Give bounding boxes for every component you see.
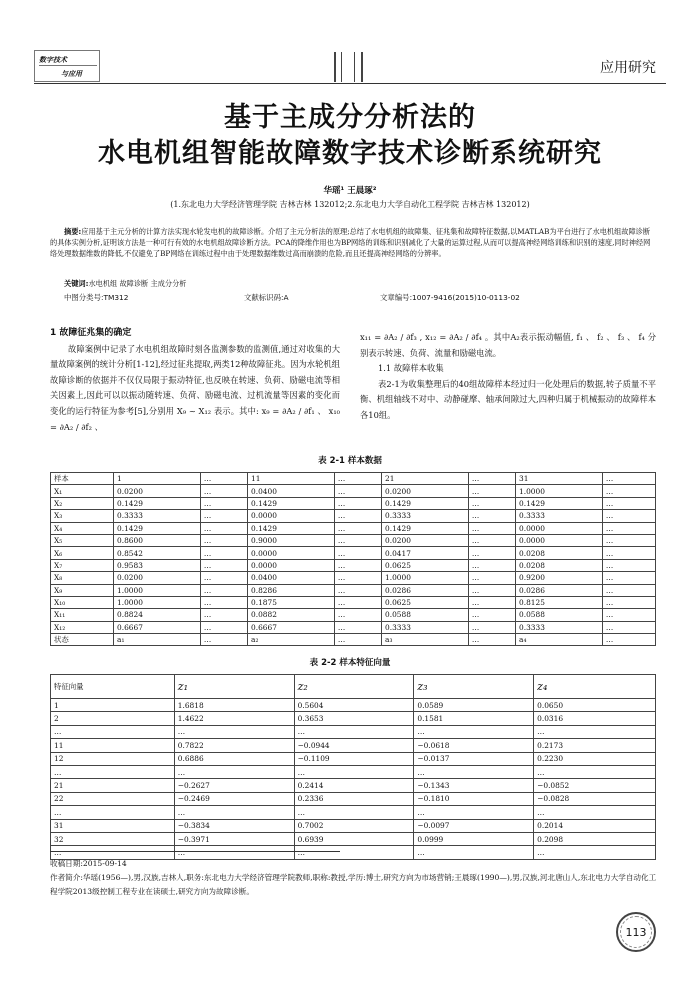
table-cell: …	[602, 473, 655, 485]
header-bars	[332, 52, 366, 82]
table-cell: …	[294, 806, 414, 819]
table-cell: 0.6939	[294, 832, 414, 845]
table-cell: X₂	[51, 497, 114, 509]
table-row	[51, 819, 656, 832]
table-cell: …	[414, 765, 534, 778]
table-cell: 0.0625	[382, 596, 469, 608]
table-cell: 0.0882	[248, 609, 335, 621]
table-cell: 22	[51, 792, 175, 805]
table-cell: 11	[248, 473, 335, 485]
table-cell: 31	[51, 819, 175, 832]
table-row	[51, 584, 656, 596]
table-cell: 0.0589	[414, 699, 534, 712]
title-line2: 水电机组智能故障数字技术诊断系统研究	[98, 138, 602, 169]
table-cell: X₃	[51, 510, 114, 522]
journal-logo	[34, 50, 100, 82]
right-column-p2: 表2-1为收集整理后的40组故障样本经过归一化处理后的数据,转子质量不平衡、机组轴线不对中、动静碰摩、轴承间隙过大,四种归属于机械振动的故障样本各10组。	[360, 378, 656, 420]
table-cell: …	[200, 584, 247, 596]
table-row	[51, 712, 656, 725]
table-row	[51, 572, 656, 584]
badge-ring	[620, 916, 652, 948]
table-cell: …	[468, 547, 515, 559]
table-cell: 0.9000	[248, 534, 335, 546]
table-row	[51, 765, 656, 778]
table-cell: −0.1343	[414, 779, 534, 792]
table-cell: X₁	[51, 485, 114, 497]
table-cell: …	[468, 510, 515, 522]
table-cell: 0.1429	[248, 497, 335, 509]
table-cell: 1	[51, 699, 175, 712]
table-cell: …	[294, 765, 414, 778]
table-cell: 0.1429	[382, 497, 469, 509]
table-cell: −0.0137	[414, 752, 534, 765]
table-cell: 0.8286	[248, 584, 335, 596]
table-cell: …	[200, 522, 247, 534]
table-cell: 0.0000	[248, 510, 335, 522]
table-row	[51, 792, 656, 805]
table-cell: …	[602, 634, 655, 646]
table-cell: X₉	[51, 584, 114, 596]
table-cell: …	[602, 621, 655, 633]
table-cell: …	[334, 584, 381, 596]
table-cell: …	[200, 596, 247, 608]
table-cell: X₁₁	[51, 609, 114, 621]
table-cell: …	[51, 806, 175, 819]
table-cell: 0.2014	[534, 819, 656, 832]
affiliation: (1.东北电力大学经济管理学院 吉林吉林 132012;2.东北电力大学自动化工程学院 吉林吉林 132012)	[170, 200, 530, 209]
table-cell: …	[294, 725, 414, 738]
table-cell: 0.1581	[414, 712, 534, 725]
table-cell: X₈	[51, 572, 114, 584]
abstract-text: 应用基于主元分析的计算方法实现水轮发电机的故障诊断。介绍了主元分析法的原理;总结了水电机组的故障集、征兆集和故障特征数据,以MATLAB为平台进行了水电机组故障诊断的具体实例分析,证明该方法是一种可行有效的水电机组故障诊断方法。PCA的降维作用也为BP网络的训练和识别减化了大量的运算过程,从而可以提高神经网络训练和识别的速度,同时神经网络处理数据维数的降低,不仅避免了BP网络在训练过程中由于处理数据维数过高而崩溃的危险,而且还提高神经网络的分辨率。	[50, 227, 651, 258]
table-cell: …	[602, 572, 655, 584]
logo-divider	[39, 65, 97, 66]
table-cell: …	[334, 596, 381, 608]
logo-line2: 与应用	[61, 69, 82, 78]
table-row	[51, 609, 656, 621]
table-cell: 11	[51, 739, 175, 752]
table-cell: …	[468, 596, 515, 608]
table-cell: 0.0650	[534, 699, 656, 712]
table-cell: 0.2336	[294, 792, 414, 805]
doc-code: 文献标识码:A	[244, 293, 289, 302]
table-cell: …	[334, 485, 381, 497]
table-cell: …	[534, 806, 656, 819]
table-cell: 31	[516, 473, 603, 485]
table-cell: 状态	[51, 634, 114, 646]
table-cell: …	[602, 510, 655, 522]
table-cell: …	[602, 497, 655, 509]
paper-title	[0, 100, 700, 172]
table-cell: 0.0417	[382, 547, 469, 559]
table-cell: …	[468, 572, 515, 584]
subsection-1-1: 1.1 故障样本收集	[378, 363, 444, 374]
table-cell: …	[294, 846, 414, 859]
table-cell: 0.2098	[534, 832, 656, 845]
table-cell: 0.0286	[516, 584, 603, 596]
table-cell: 0.0999	[414, 832, 534, 845]
table-cell: a₁	[114, 634, 201, 646]
table-row	[51, 779, 656, 792]
table-cell: 0.0000	[248, 559, 335, 571]
table-cell: …	[334, 621, 381, 633]
table-cell: 32	[51, 832, 175, 845]
article-number: 文章编号:1007-9416(2015)10-0113-02	[380, 293, 520, 302]
table-cell: …	[602, 559, 655, 571]
table-cell: 0.2230	[534, 752, 656, 765]
table-cell: …	[468, 485, 515, 497]
table-cell: 0.0625	[382, 559, 469, 571]
table-cell: …	[468, 559, 515, 571]
table-cell: 1.6818	[174, 699, 294, 712]
table-row	[51, 832, 656, 845]
abstract-label: 摘要:	[64, 227, 82, 236]
table-cell: 0.6667	[114, 621, 201, 633]
table-cell: 样本	[51, 473, 114, 485]
table-cell: −0.1810	[414, 792, 534, 805]
table-cell: 0.0000	[248, 547, 335, 559]
table-cell: 0.3333	[516, 621, 603, 633]
table-cell: 0.6667	[248, 621, 335, 633]
table-row	[51, 621, 656, 633]
table-row	[51, 699, 656, 712]
table-cell: X₆	[51, 547, 114, 559]
table-row	[51, 806, 656, 819]
table-cell: 0.1429	[516, 497, 603, 509]
table-cell: −0.3834	[174, 819, 294, 832]
table-cell: …	[200, 510, 247, 522]
table-row	[51, 510, 656, 522]
table-cell: …	[200, 485, 247, 497]
table-row	[51, 522, 656, 534]
table-cell: z₄	[534, 675, 656, 699]
table-cell: …	[200, 547, 247, 559]
table-cell: a₄	[516, 634, 603, 646]
table-cell: …	[414, 806, 534, 819]
header-rule	[34, 83, 666, 84]
table-cell: …	[468, 621, 515, 633]
table-cell: …	[51, 725, 175, 738]
table-cell: …	[602, 584, 655, 596]
table-cell: …	[468, 534, 515, 546]
table-cell: …	[602, 596, 655, 608]
table-cell: …	[468, 473, 515, 485]
table-cell: 0.0588	[382, 609, 469, 621]
table-cell: 1.0000	[114, 596, 201, 608]
table-row	[51, 752, 656, 765]
table-cell: −0.2469	[174, 792, 294, 805]
table-cell: …	[334, 473, 381, 485]
table-cell: 0.0200	[114, 485, 201, 497]
table-cell: …	[200, 534, 247, 546]
table-cell: …	[602, 547, 655, 559]
table-cell: 0.0208	[516, 559, 603, 571]
table1	[50, 472, 656, 646]
table-cell: …	[534, 846, 656, 859]
table-cell: 0.1429	[114, 497, 201, 509]
keywords-label: 关键词:	[64, 279, 89, 288]
table-row	[51, 596, 656, 608]
table-cell: …	[334, 510, 381, 522]
table-cell: …	[174, 765, 294, 778]
page-header	[34, 50, 666, 85]
table2	[50, 674, 656, 860]
page-number: 113	[625, 926, 647, 939]
table-cell: 0.3333	[516, 510, 603, 522]
table-cell: 0.1429	[382, 522, 469, 534]
table-cell: 0.1429	[248, 522, 335, 534]
footnote-bio: 作者简介:华瑶(1956—),男,汉族,吉林人,职务:东北电力大学经济管理学院教师,职称:教授,学历:博士,研究方向为市场营销;王晨琢(1990—),男,汉族,河北唐山人,东北电力大学自动化工程学院2013级控制工程专业在读硕士,研究方向为故障诊断。	[50, 873, 657, 896]
table-cell: …	[200, 559, 247, 571]
table-header-row	[51, 473, 656, 485]
table-cell: 0.3333	[114, 510, 201, 522]
table-row	[51, 634, 656, 646]
right-column-p1: x₁₁ = ∂A₂ / ∂f₃ , x₁₂ = ∂A₂ / ∂f₄ 。其中A₂表示振动幅值, f₁ 、 f₂ 、 f₃ 、 f₄ 分别表示转速、负荷、流量和励磁电流。	[360, 332, 656, 358]
table-cell: 0.9583	[114, 559, 201, 571]
table-row	[51, 534, 656, 546]
table-cell: 0.0316	[534, 712, 656, 725]
table-row	[51, 497, 656, 509]
table-cell: z₃	[414, 675, 534, 699]
table-cell: …	[414, 846, 534, 859]
table-cell: −0.1109	[294, 752, 414, 765]
right-column	[360, 330, 656, 424]
table-cell: …	[200, 572, 247, 584]
table-cell: X₁₂	[51, 621, 114, 633]
table2-caption: 表 2-2 样本特征向量	[309, 658, 391, 668]
table-cell: 12	[51, 752, 175, 765]
table-cell: X₄	[51, 522, 114, 534]
table-cell: 0.2173	[534, 739, 656, 752]
authors: 华瑶¹ 王晨琢²	[323, 186, 377, 196]
table-cell: …	[602, 485, 655, 497]
table-cell: 0.0200	[114, 572, 201, 584]
table-row	[51, 559, 656, 571]
table-cell: −0.2627	[174, 779, 294, 792]
table-cell: 0.0000	[516, 534, 603, 546]
table-cell: …	[200, 497, 247, 509]
page-number-badge	[616, 912, 656, 952]
table-cell: 0.8600	[114, 534, 201, 546]
table-cell: 0.0000	[516, 522, 603, 534]
table-cell: …	[334, 572, 381, 584]
table-cell: 0.8542	[114, 547, 201, 559]
table-cell: …	[334, 522, 381, 534]
table-cell: −0.0097	[414, 819, 534, 832]
table-cell: a₂	[248, 634, 335, 646]
table-cell: 0.8824	[114, 609, 201, 621]
abstract	[50, 226, 656, 259]
table-cell: X₁₀	[51, 596, 114, 608]
table-cell: …	[334, 497, 381, 509]
table-cell: a₃	[382, 634, 469, 646]
table-cell: 1.0000	[516, 485, 603, 497]
table-cell: …	[200, 609, 247, 621]
table-cell: −0.0828	[534, 792, 656, 805]
table-cell: …	[334, 634, 381, 646]
table-cell: …	[334, 559, 381, 571]
table-row	[51, 739, 656, 752]
table-cell: …	[534, 765, 656, 778]
table-row	[51, 547, 656, 559]
table-cell: X₇	[51, 559, 114, 571]
table-cell: 0.2414	[294, 779, 414, 792]
table-cell: …	[468, 522, 515, 534]
table-cell: 0.0286	[382, 584, 469, 596]
table-cell: 0.7822	[174, 739, 294, 752]
table-cell: 0.6886	[174, 752, 294, 765]
section1-heading: 1 故障征兆集的确定	[50, 328, 132, 338]
table-cell: …	[414, 725, 534, 738]
table-cell: 0.1875	[248, 596, 335, 608]
table-cell: 0.0200	[382, 485, 469, 497]
table-cell: …	[534, 725, 656, 738]
table-cell: 1	[114, 473, 201, 485]
table-cell: …	[334, 609, 381, 621]
table-cell: …	[468, 634, 515, 646]
left-column-text: 故障案例中记录了水电机组故障时刻各监测参数的监测值,通过对收集的大量故障案例的统计分析[1-12],经过征兆提取,两类12种故障征兆。因为水轮机组故障诊断的依据并不仅仅局限于振动特征,也反映在转速、负荷、励磁电流等相关因素上,因此可以以振动随转速、负荷、励磁电流、过机流量等因素的变化而变化的运行特征为参考[5],分别用 X₉ ~ X₁₂ 表示。其中: x₉ = ∂A₂ / ∂f₁ 、 x₁₀ = ∂A₂ / ∂f₂ 、	[50, 343, 340, 432]
table-cell: X₅	[51, 534, 114, 546]
table-cell: …	[51, 765, 175, 778]
table-cell: −0.0618	[414, 739, 534, 752]
table-row	[51, 725, 656, 738]
table-cell: …	[200, 621, 247, 633]
logo-line1: 数字技术	[39, 55, 67, 64]
table-cell: …	[468, 584, 515, 596]
keywords	[64, 279, 186, 290]
left-column	[50, 326, 340, 435]
table-cell: …	[334, 547, 381, 559]
table-cell: 0.0400	[248, 485, 335, 497]
table1-caption: 表 2-1 样本数据	[318, 456, 382, 466]
table-cell: 0.0200	[382, 534, 469, 546]
clc-number: 中图分类号:TM312	[64, 293, 129, 302]
table-cell: …	[174, 846, 294, 859]
table-cell: 0.9200	[516, 572, 603, 584]
table-cell: 1.0000	[114, 584, 201, 596]
table-cell: …	[200, 473, 247, 485]
table-cell: 0.5604	[294, 699, 414, 712]
footnote-rule	[50, 851, 340, 852]
table-cell: 2	[51, 712, 175, 725]
table-cell: …	[51, 846, 175, 859]
table-cell: …	[468, 609, 515, 621]
table-cell: 0.7002	[294, 819, 414, 832]
table-cell: 0.8125	[516, 596, 603, 608]
table-cell: 21	[382, 473, 469, 485]
table-cell: 0.0400	[248, 572, 335, 584]
keywords-text: 水电机组 故障诊断 主成分分析	[88, 279, 187, 288]
title-line1: 基于主成分分析法的	[224, 102, 476, 133]
table-cell: 0.3653	[294, 712, 414, 725]
table-cell: 21	[51, 779, 175, 792]
table-cell: …	[468, 497, 515, 509]
section-label: 应用研究	[600, 60, 656, 76]
table-cell: 特征向量	[51, 675, 175, 699]
table-cell: 0.0588	[516, 609, 603, 621]
table-cell: …	[602, 522, 655, 534]
table-cell: 0.0208	[516, 547, 603, 559]
table-cell: −0.0944	[294, 739, 414, 752]
table-cell: 1.4622	[174, 712, 294, 725]
table-cell: z₁	[174, 675, 294, 699]
footnote-received: 收稿日期:2015-09-14	[50, 859, 127, 868]
table-cell: 0.3333	[382, 510, 469, 522]
table-cell: …	[174, 806, 294, 819]
table-cell: …	[334, 534, 381, 546]
table-cell: …	[174, 725, 294, 738]
table-header-row	[51, 675, 656, 699]
table-cell: 0.3333	[382, 621, 469, 633]
table-cell: …	[602, 534, 655, 546]
table-cell: …	[602, 609, 655, 621]
table-cell: 1.0000	[382, 572, 469, 584]
table-cell: 0.1429	[114, 522, 201, 534]
table-row	[51, 485, 656, 497]
table-cell: −0.3971	[174, 832, 294, 845]
table-cell: z₂	[294, 675, 414, 699]
table-cell: …	[200, 634, 247, 646]
table-cell: −0.0852	[534, 779, 656, 792]
